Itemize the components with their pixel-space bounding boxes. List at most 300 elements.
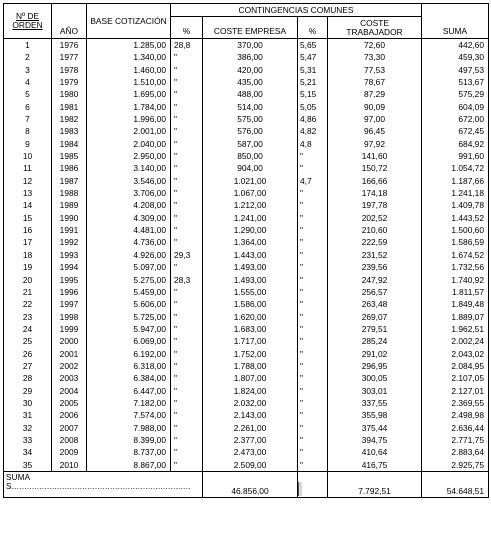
table-row (4, 446, 489, 458)
header-base-cotizacion: BASE COTIZACIÓN (87, 4, 171, 39)
cell-coste-trabajador: 394,75 (328, 434, 422, 446)
cell-coste-empresa: 1.620,00 (203, 311, 298, 323)
table-row (4, 360, 489, 372)
cell-pct-trabajador: " (298, 348, 328, 360)
cell-suma: 604,09 (422, 101, 489, 113)
totals-spacer (298, 472, 328, 498)
cell-base: 5.725,00 (87, 311, 171, 323)
cell-pct-empresa: " (171, 125, 203, 137)
cell-coste-empresa: 1.752,00 (203, 348, 298, 360)
header-pct-trabajador: % (298, 17, 328, 39)
cell-coste-trabajador: 296,95 (328, 360, 422, 372)
table-row (4, 138, 489, 150)
table-row (4, 162, 489, 174)
table-row (4, 335, 489, 347)
cell-order: 22 (4, 298, 52, 310)
cell-pct-empresa: " (171, 385, 203, 397)
cell-order: 4 (4, 76, 52, 88)
cell-pct-trabajador: " (298, 385, 328, 397)
cell-pct-trabajador: 4,8 (298, 138, 328, 150)
table-row (4, 88, 489, 100)
table-row (4, 434, 489, 446)
cell-year: 1989 (52, 199, 87, 211)
cell-pct-trabajador: " (298, 409, 328, 421)
cell-order: 8 (4, 125, 52, 137)
header-year: AÑO (52, 4, 87, 39)
cell-pct-trabajador: " (298, 298, 328, 310)
cell-pct-empresa: " (171, 298, 203, 310)
cell-year: 1985 (52, 150, 87, 162)
cell-coste-trabajador: 375,44 (328, 422, 422, 434)
cell-suma: 2.043,02 (422, 348, 489, 360)
cell-year: 1991 (52, 224, 87, 236)
cell-pct-empresa: " (171, 422, 203, 434)
cell-suma: 575,29 (422, 88, 489, 100)
cell-coste-trabajador: 78,67 (328, 76, 422, 88)
cell-coste-empresa: 2.509,00 (203, 459, 298, 472)
cell-base: 4.208,00 (87, 199, 171, 211)
cell-pct-empresa: " (171, 175, 203, 187)
cell-pct-trabajador: " (298, 323, 328, 335)
cell-suma: 672,00 (422, 113, 489, 125)
cell-suma: 1.811,57 (422, 286, 489, 298)
cell-base: 1.996,00 (87, 113, 171, 125)
cell-year: 1981 (52, 101, 87, 113)
cell-pct-empresa: " (171, 212, 203, 224)
cell-pct-trabajador: " (298, 162, 328, 174)
cell-order: 31 (4, 409, 52, 421)
cell-pct-empresa: " (171, 348, 203, 360)
cell-pct-empresa: " (171, 113, 203, 125)
cell-order: 26 (4, 348, 52, 360)
cell-coste-trabajador: 269,07 (328, 311, 422, 323)
cell-order: 28 (4, 372, 52, 384)
header-pct-empresa: % (171, 17, 203, 39)
cell-pct-trabajador: " (298, 237, 328, 249)
cell-base: 2.040,00 (87, 138, 171, 150)
cell-order: 5 (4, 88, 52, 100)
table-body (4, 39, 489, 472)
cell-order: 21 (4, 286, 52, 298)
cell-order: 13 (4, 187, 52, 199)
cell-suma: 1.054,72 (422, 162, 489, 174)
cell-coste-empresa: 2.473,00 (203, 446, 298, 458)
cell-suma: 1.586,59 (422, 237, 489, 249)
cell-coste-empresa: 904,00 (203, 162, 298, 174)
cell-pct-empresa: " (171, 64, 203, 76)
cell-suma: 991,60 (422, 150, 489, 162)
header-contingencias-comunes: CONTINGENCIAS COMUNES (171, 4, 422, 17)
cell-coste-empresa: 2.032,00 (203, 397, 298, 409)
cell-year: 1990 (52, 212, 87, 224)
cell-coste-empresa: 1.021,00 (203, 175, 298, 187)
cell-order: 35 (4, 459, 52, 472)
cell-pct-trabajador: " (298, 212, 328, 224)
table-row (4, 298, 489, 310)
cell-base: 6.447,00 (87, 385, 171, 397)
table-row (4, 323, 489, 335)
cell-pct-trabajador: " (298, 397, 328, 409)
cell-coste-trabajador: 303,01 (328, 385, 422, 397)
cell-order: 10 (4, 150, 52, 162)
cell-order: 33 (4, 434, 52, 446)
cell-base: 1.784,00 (87, 101, 171, 113)
cell-pct-trabajador: " (298, 224, 328, 236)
cell-suma: 2.369,55 (422, 397, 489, 409)
table-row (4, 224, 489, 236)
cell-coste-trabajador: 279,51 (328, 323, 422, 335)
cell-coste-trabajador: 291,02 (328, 348, 422, 360)
cell-order: 7 (4, 113, 52, 125)
cell-coste-trabajador: 202,52 (328, 212, 422, 224)
cell-coste-trabajador: 87,29 (328, 88, 422, 100)
cell-coste-empresa: 1.586,00 (203, 298, 298, 310)
cell-order: 17 (4, 237, 52, 249)
cell-order: 30 (4, 397, 52, 409)
cell-pct-trabajador: 4,7 (298, 175, 328, 187)
table-row (4, 249, 489, 261)
cell-suma: 2.636,44 (422, 422, 489, 434)
cell-year: 1983 (52, 125, 87, 137)
cell-suma: 442,60 (422, 39, 489, 52)
cell-pct-empresa: 28,8 (171, 39, 203, 52)
cell-coste-empresa: 1.493,00 (203, 261, 298, 273)
cell-pct-trabajador: " (298, 150, 328, 162)
cell-suma: 1.500,60 (422, 224, 489, 236)
cell-order: 18 (4, 249, 52, 261)
cell-suma: 2.498,98 (422, 409, 489, 421)
cell-suma: 1.962,51 (422, 323, 489, 335)
cell-base: 8.399,00 (87, 434, 171, 446)
cell-base: 1.510,00 (87, 76, 171, 88)
cell-coste-trabajador: 97,92 (328, 138, 422, 150)
cell-base: 1.285,00 (87, 39, 171, 52)
cell-pct-empresa: " (171, 434, 203, 446)
cell-suma: 1.187,66 (422, 175, 489, 187)
cell-order: 27 (4, 360, 52, 372)
cell-pct-empresa: " (171, 237, 203, 249)
cell-base: 5.275,00 (87, 274, 171, 286)
cell-suma: 1.241,18 (422, 187, 489, 199)
cell-suma: 2.107,05 (422, 372, 489, 384)
cell-year: 2001 (52, 348, 87, 360)
cell-year: 1997 (52, 298, 87, 310)
cell-suma: 1.740,92 (422, 274, 489, 286)
table-row (4, 237, 489, 249)
cell-base: 6.384,00 (87, 372, 171, 384)
cell-suma: 1.443,52 (422, 212, 489, 224)
cell-pct-trabajador: " (298, 249, 328, 261)
cell-pct-empresa: " (171, 76, 203, 88)
cell-base: 3.706,00 (87, 187, 171, 199)
table-row (4, 76, 489, 88)
cell-base: 5.459,00 (87, 286, 171, 298)
cell-base: 2.950,00 (87, 150, 171, 162)
table-row (4, 175, 489, 187)
cell-order: 32 (4, 422, 52, 434)
contributions-sheet (3, 3, 489, 498)
table-row (4, 286, 489, 298)
cell-suma: 1.674,52 (422, 249, 489, 261)
cell-coste-empresa: 1.717,00 (203, 335, 298, 347)
cell-order: 12 (4, 175, 52, 187)
cell-base: 7.182,00 (87, 397, 171, 409)
cell-coste-empresa: 2.377,00 (203, 434, 298, 446)
cell-suma: 2.084,95 (422, 360, 489, 372)
cell-base: 7.988,00 (87, 422, 171, 434)
cell-pct-trabajador: " (298, 360, 328, 372)
cell-coste-empresa: 488,00 (203, 88, 298, 100)
cell-coste-trabajador: 256,57 (328, 286, 422, 298)
cell-year: 1979 (52, 76, 87, 88)
cell-coste-empresa: 420,00 (203, 64, 298, 76)
cell-year: 1980 (52, 88, 87, 100)
cell-pct-trabajador: " (298, 335, 328, 347)
cell-pct-trabajador: " (298, 434, 328, 446)
cell-coste-empresa: 1.290,00 (203, 224, 298, 236)
cell-coste-trabajador: 285,24 (328, 335, 422, 347)
cell-pct-empresa: " (171, 409, 203, 421)
cell-pct-empresa: " (171, 397, 203, 409)
cell-pct-empresa: " (171, 150, 203, 162)
cell-pct-empresa: 29,3 (171, 249, 203, 261)
cell-coste-empresa: 514,00 (203, 101, 298, 113)
cell-pct-trabajador: 5,31 (298, 64, 328, 76)
cell-pct-empresa: " (171, 224, 203, 236)
cell-base: 4.736,00 (87, 237, 171, 249)
cell-year: 1988 (52, 187, 87, 199)
cell-year: 1996 (52, 286, 87, 298)
table-row (4, 187, 489, 199)
table-row (4, 212, 489, 224)
cell-order: 16 (4, 224, 52, 236)
cell-year: 1976 (52, 39, 87, 52)
cell-coste-empresa: 435,00 (203, 76, 298, 88)
cell-year: 2000 (52, 335, 87, 347)
table-row (4, 372, 489, 384)
cell-year: 1978 (52, 64, 87, 76)
cell-pct-empresa: " (171, 199, 203, 211)
cell-coste-empresa: 1.443,00 (203, 249, 298, 261)
cell-order: 19 (4, 261, 52, 273)
cell-pct-empresa: " (171, 187, 203, 199)
table-row (4, 459, 489, 472)
cell-coste-trabajador: 410,64 (328, 446, 422, 458)
cell-order: 3 (4, 64, 52, 76)
cell-pct-empresa: " (171, 335, 203, 347)
cell-suma: 2.925,75 (422, 459, 489, 472)
cell-coste-trabajador: 247,92 (328, 274, 422, 286)
cell-pct-trabajador: 5,15 (298, 88, 328, 100)
cell-coste-empresa: 2.143,00 (203, 409, 298, 421)
table-row (4, 101, 489, 113)
table-row (4, 409, 489, 421)
total-suma: 54.648,51 (422, 472, 489, 498)
cell-base: 6.192,00 (87, 348, 171, 360)
cell-coste-trabajador: 97,00 (328, 113, 422, 125)
cell-pct-empresa: " (171, 360, 203, 372)
cell-coste-empresa: 1.683,00 (203, 323, 298, 335)
cell-order: 29 (4, 385, 52, 397)
cell-year: 2010 (52, 459, 87, 472)
header-coste-trabajador: COSTE TRABAJADOR (328, 17, 422, 39)
cell-year: 1993 (52, 249, 87, 261)
cell-pct-empresa: " (171, 162, 203, 174)
cell-pct-trabajador: 4,82 (298, 125, 328, 137)
cell-year: 1992 (52, 237, 87, 249)
cell-coste-empresa: 386,00 (203, 51, 298, 63)
cell-suma: 513,67 (422, 76, 489, 88)
cell-suma: 2.771,75 (422, 434, 489, 446)
cell-year: 1995 (52, 274, 87, 286)
cell-base: 4.926,00 (87, 249, 171, 261)
cell-pct-trabajador: " (298, 459, 328, 472)
cell-year: 1986 (52, 162, 87, 174)
table-row (4, 39, 489, 52)
cell-base: 5.097,00 (87, 261, 171, 273)
cell-coste-empresa: 1.807,00 (203, 372, 298, 384)
table-row (4, 125, 489, 137)
cell-pct-empresa: " (171, 459, 203, 472)
cell-suma: 1.849,48 (422, 298, 489, 310)
table-row (4, 113, 489, 125)
cell-order: 11 (4, 162, 52, 174)
cell-pct-trabajador: " (298, 286, 328, 298)
cell-suma: 1.732,56 (422, 261, 489, 273)
table-row (4, 150, 489, 162)
cell-coste-trabajador: 263,48 (328, 298, 422, 310)
cell-base: 4.309,00 (87, 212, 171, 224)
cell-base: 3.140,00 (87, 162, 171, 174)
cell-coste-trabajador: 141,60 (328, 150, 422, 162)
cell-order: 15 (4, 212, 52, 224)
cell-pct-trabajador: 5,05 (298, 101, 328, 113)
cell-pct-trabajador: " (298, 446, 328, 458)
cell-order: 20 (4, 274, 52, 286)
cell-base: 5.606,00 (87, 298, 171, 310)
cell-year: 1999 (52, 323, 87, 335)
cell-base: 1.340,00 (87, 51, 171, 63)
cell-order: 9 (4, 138, 52, 150)
cell-order: 25 (4, 335, 52, 347)
cell-coste-empresa: 2.261,00 (203, 422, 298, 434)
cell-pct-empresa: " (171, 372, 203, 384)
cell-order: 1 (4, 39, 52, 52)
cell-coste-trabajador: 416,75 (328, 459, 422, 472)
cell-pct-trabajador: " (298, 187, 328, 199)
cell-base: 2.001,00 (87, 125, 171, 137)
table-row (4, 422, 489, 434)
cell-suma: 2.883,64 (422, 446, 489, 458)
cell-suma: 1.889,07 (422, 311, 489, 323)
cell-suma: 684,92 (422, 138, 489, 150)
cell-marker (298, 482, 302, 496)
cell-coste-empresa: 1.364,00 (203, 237, 298, 249)
cell-year: 2004 (52, 385, 87, 397)
cell-suma: 1.409,78 (422, 199, 489, 211)
cell-base: 6.318,00 (87, 360, 171, 372)
cell-pct-trabajador: " (298, 422, 328, 434)
cell-year: 1987 (52, 175, 87, 187)
table-row (4, 51, 489, 63)
cell-base: 3.546,00 (87, 175, 171, 187)
table-row (4, 348, 489, 360)
cell-coste-trabajador: 300,05 (328, 372, 422, 384)
header-order-number: Nº DE ORDEN (4, 4, 52, 39)
cell-suma: 2.002,24 (422, 335, 489, 347)
header-suma: SUMA (422, 4, 489, 39)
cell-pct-empresa: " (171, 51, 203, 63)
cell-base: 8.737,00 (87, 446, 171, 458)
cell-suma: 497,53 (422, 64, 489, 76)
cell-year: 1982 (52, 113, 87, 125)
cell-pct-empresa: " (171, 261, 203, 273)
cell-order: 24 (4, 323, 52, 335)
cell-coste-trabajador: 239,56 (328, 261, 422, 273)
cell-pct-empresa: " (171, 311, 203, 323)
cell-coste-trabajador: 355,98 (328, 409, 422, 421)
cell-suma: 672,45 (422, 125, 489, 137)
cell-year: 2009 (52, 446, 87, 458)
cell-pct-empresa: " (171, 138, 203, 150)
cell-order: 14 (4, 199, 52, 211)
cell-coste-trabajador: 231,52 (328, 249, 422, 261)
cell-pct-trabajador: " (298, 199, 328, 211)
cell-year: 1998 (52, 311, 87, 323)
cell-pct-trabajador: 5,47 (298, 51, 328, 63)
cell-pct-trabajador: " (298, 261, 328, 273)
cell-year: 2003 (52, 372, 87, 384)
cell-year: 2006 (52, 409, 87, 421)
cell-year: 1984 (52, 138, 87, 150)
cell-coste-trabajador: 210,60 (328, 224, 422, 236)
header-coste-empresa: COSTE EMPRESA (203, 17, 298, 39)
cell-base: 1.460,00 (87, 64, 171, 76)
cell-pct-empresa: " (171, 101, 203, 113)
cell-pct-trabajador: 5,65 (298, 39, 328, 52)
cell-base: 8.867,00 (87, 459, 171, 472)
cell-order: 6 (4, 101, 52, 113)
table-row (4, 311, 489, 323)
cell-pct-trabajador: " (298, 274, 328, 286)
table-row (4, 274, 489, 286)
table-row (4, 261, 489, 273)
cell-pct-trabajador: 5,21 (298, 76, 328, 88)
cell-base: 1.695,00 (87, 88, 171, 100)
cell-pct-empresa: " (171, 88, 203, 100)
cell-coste-trabajador: 166,66 (328, 175, 422, 187)
cell-coste-empresa: 576,00 (203, 125, 298, 137)
cell-year: 1977 (52, 51, 87, 63)
total-coste-trabajador: 7.792,51 (328, 472, 422, 498)
cell-base: 7.574,00 (87, 409, 171, 421)
cell-coste-trabajador: 222,59 (328, 237, 422, 249)
cell-coste-empresa: 1.067,00 (203, 187, 298, 199)
cell-coste-trabajador: 77,53 (328, 64, 422, 76)
cell-coste-empresa: 370,00 (203, 39, 298, 52)
cell-coste-trabajador: 90,09 (328, 101, 422, 113)
table-row (4, 64, 489, 76)
cell-pct-empresa: " (171, 286, 203, 298)
cell-coste-trabajador: 150,72 (328, 162, 422, 174)
cell-base: 4.481,00 (87, 224, 171, 236)
total-coste-empresa: 46.856,00 (203, 472, 298, 498)
cell-coste-trabajador: 337,55 (328, 397, 422, 409)
cell-coste-empresa: 1.555,00 (203, 286, 298, 298)
cell-suma: 2.127,01 (422, 385, 489, 397)
cell-coste-empresa: 1.493,00 (203, 274, 298, 286)
cell-order: 23 (4, 311, 52, 323)
